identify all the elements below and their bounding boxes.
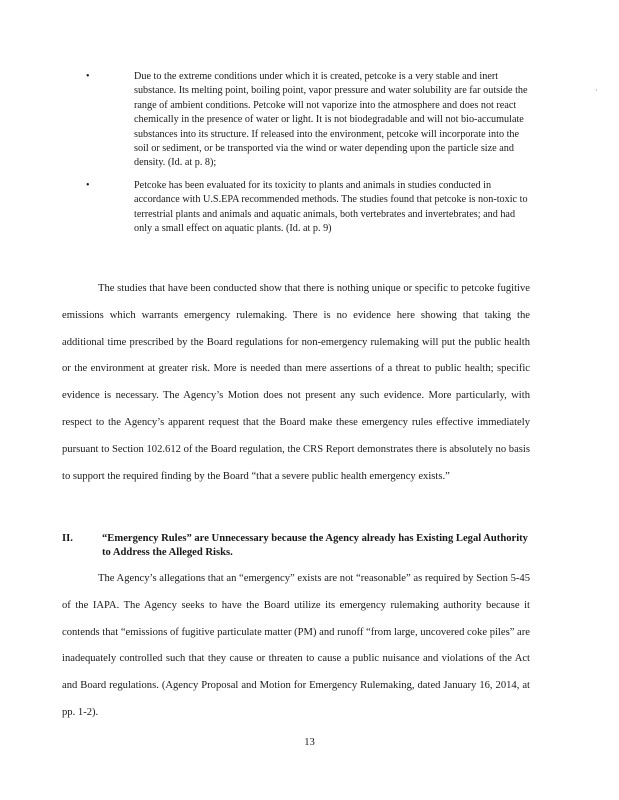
paragraph-text: The Agency’s allegations that an “emergency” exists are not “reasonable” as required by Section 5-45 of the IAPA. The Agency seeks to have the Board utilize its emergency rulemaking authority because it contends that “emissions of fugitive particulate matter (PM) and runoff “from large, uncovered coke piles” are inadequately controlled such that they cause or threaten to cause a public nuisance and violations of the Act and Board regulations. (Agency Proposal and Motion for Emergency Rulemaking, dated January 16, 2014, at pp. 1-2). xyxy=(62,573,530,718)
section-number: II. xyxy=(62,533,73,544)
bullet-text: Petcoke has been evaluated for its toxicity to plants and animals in studies conducted in accordance with U.S.EPA recommended methods. The studies found that petcoke is non-toxic to terrestrial plants and animals and aquatic animals, both vertebrates and invertebrates; and had only a small effect on aquatic plants. (Id. at p. 9) xyxy=(134,179,528,235)
margin-mark: · xyxy=(595,86,598,95)
bullet-item xyxy=(86,179,532,237)
body-paragraph xyxy=(62,566,530,727)
bullet-text: Due to the extreme conditions under which it is created, petcoke is a very stable and inert substance. Its melting point, boiling point, vapor pressure and water solubility are far outside the range of ambient conditions. Petcoke will not vaporize into the atmosphere and does not react chemically in the presence of water or light. It is not biodegradable and will not bio-accumulate substances into its structure. If released into the environment, petcoke will incorporate into the soil or sediment, or be transported via the wind or water depending upon the particle size and density. (Id. at p. 8); xyxy=(134,71,528,169)
bullet-list xyxy=(86,70,532,244)
page-number: 13 xyxy=(304,737,315,748)
paragraph-text: The studies that have been conducted show that there is nothing unique or specific to petcoke fugitive emissions which warrants emergency rulemaking. There is no evidence here showing that taking the additional time prescribed by the Board regulations for non-emergency rulemaking will put the public health or the environment at greater risk. More is needed than mere assertions of a threat to public health; specific evidence is necessary. The Agency’s Motion does not present any such evidence. More particularly, with respect to the Agency’s apparent request that the Board make these emergency rules effective immediately pursuant to Section 102.612 of the Board regulation, the CRS Report demonstrates there is absolutely no basis to support the required finding by the Board “that a severe public health emergency exists.” xyxy=(62,283,530,482)
bullet-marker: • xyxy=(86,71,90,82)
bullet-item xyxy=(86,70,532,171)
bullet-marker: • xyxy=(86,179,90,191)
body-paragraph xyxy=(62,276,530,490)
section-title: “Emergency Rules” are Unnecessary because the Agency already has Existing Legal Authority to Address the Alleged Risks. xyxy=(102,533,528,558)
